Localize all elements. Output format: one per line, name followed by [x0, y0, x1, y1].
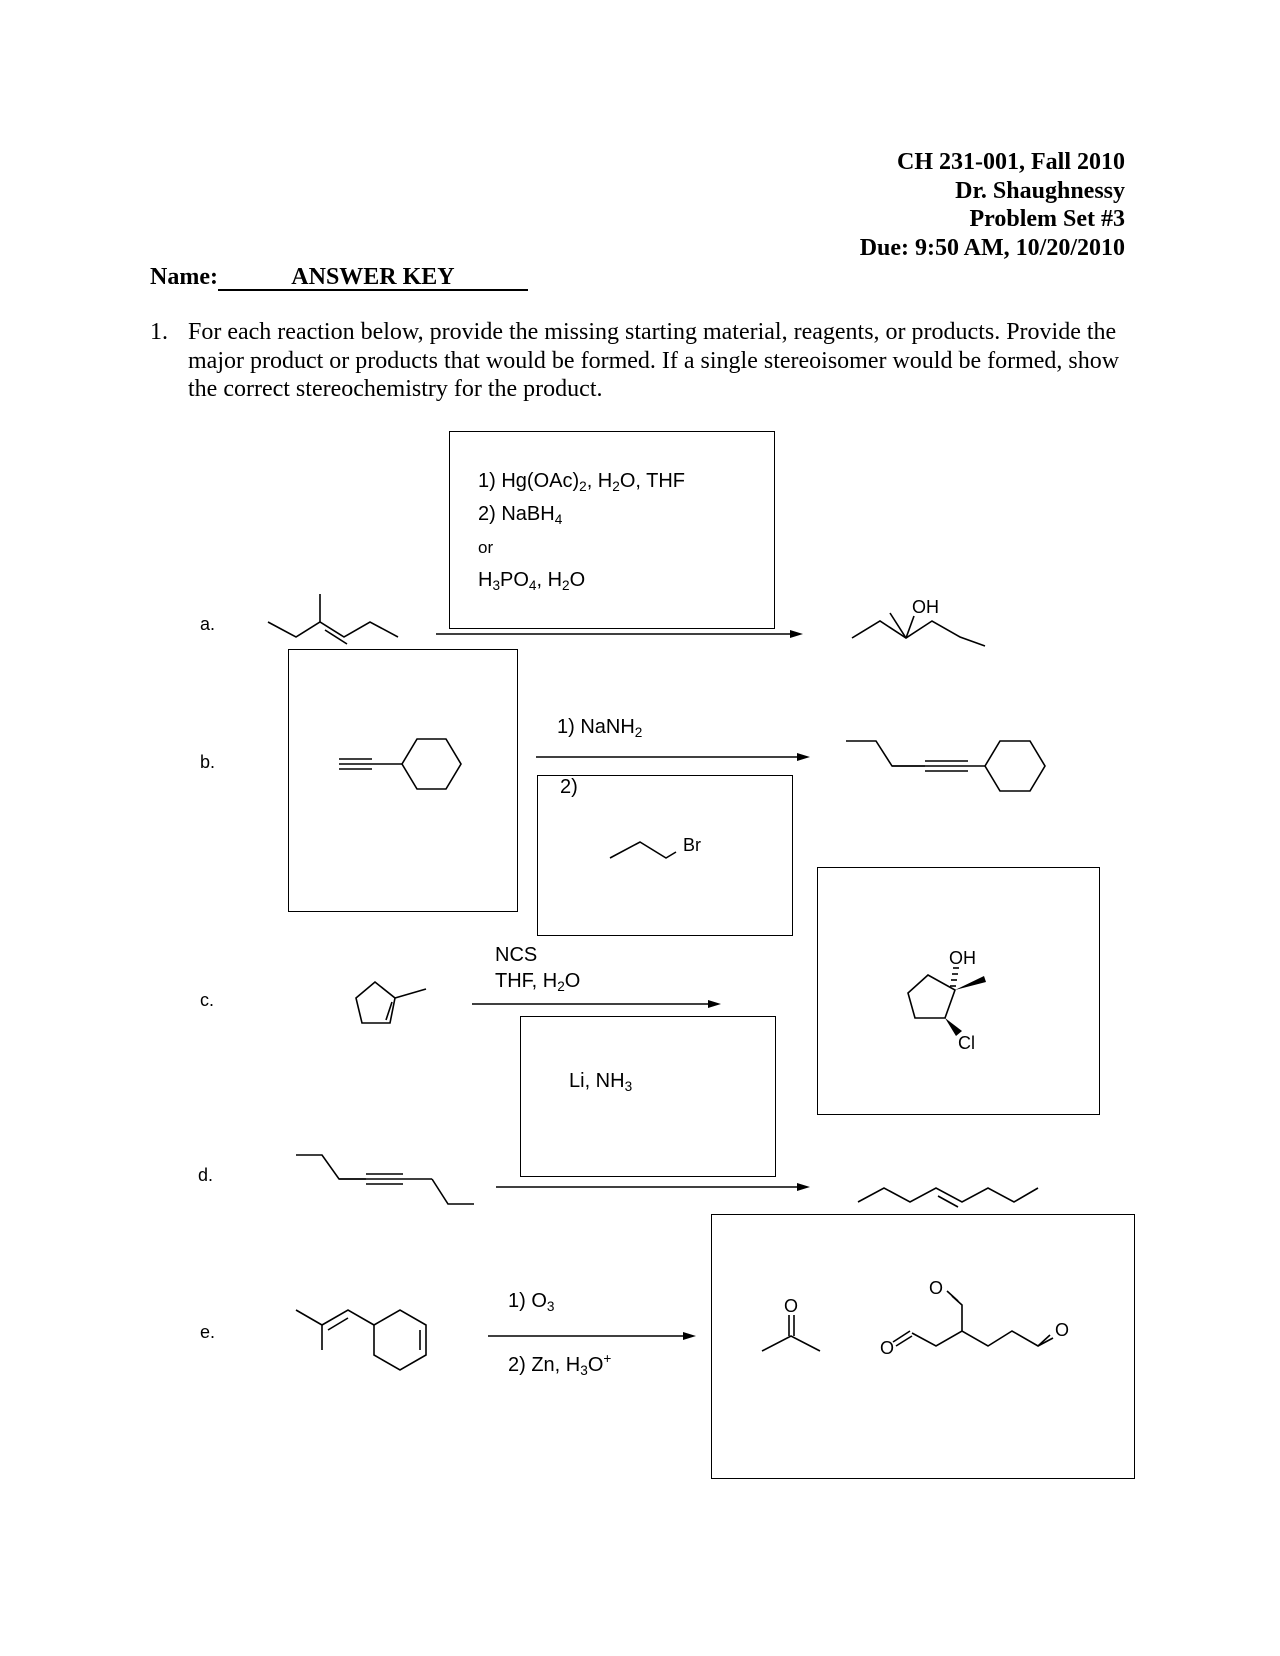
reaction-c-oh-label: OH: [949, 948, 976, 968]
name-label: Name:: [150, 264, 218, 290]
reaction-e-product-box: [711, 1214, 1135, 1479]
reaction-e-aldehyde-o-label-right: O: [1055, 1320, 1070, 1340]
question-text: For each reaction below, provide the missing starting material, reagents, or products. Provide the major product or products that would be formed. If a single stereoisomer would be formed, show the correct stereochemistry for the product.: [188, 319, 1120, 402]
reaction-c-reagent-solvent: THF, $H_2O$: [495, 970, 581, 994]
reaction-c-cl-label: Cl: [958, 1033, 975, 1053]
reaction-b-letter: b.: [200, 752, 216, 772]
reaction-b-reagent-step1: 1) NaNH$_2$: [557, 716, 643, 740]
reaction-b-product-alkyne: [846, 741, 1045, 791]
reaction-e-reagent-step1: 1) $O_3$: [508, 1290, 555, 1314]
reaction-e-starting-diene: [296, 1310, 426, 1370]
reaction-a-reagent-box: [449, 431, 775, 629]
reaction-c-product-box: [817, 867, 1100, 1115]
reaction-a-arrow: [436, 630, 803, 638]
question-number: 1.: [150, 319, 168, 345]
reaction-b-reagent-step2: 2): [560, 776, 578, 798]
assignment-title: Problem Set #3: [969, 206, 1125, 232]
reaction-c-arrow: [472, 1000, 721, 1008]
reaction-b-starting-box: [288, 649, 518, 912]
reaction-e-aldehyde-o-label-left: O: [880, 1338, 895, 1358]
reaction-a-reagent-alt: $H_3PO_4$, $H_2O$: [478, 569, 586, 593]
reaction-c-letter: c.: [200, 990, 215, 1010]
reaction-a-letter: a.: [200, 614, 216, 634]
reaction-e-acetone-o-label: O: [784, 1296, 799, 1316]
reaction-a-or: or: [478, 538, 494, 557]
reaction-b-reagent-box: [537, 775, 793, 936]
reaction-e-aldehyde-o-label-top: O: [929, 1278, 944, 1298]
reaction-a-reagent-step2: 2) NaBH$_4$: [478, 503, 563, 527]
reaction-a-reagent-step1: 1) $Hg(OAc)_2$, $H_2O$, THF: [478, 470, 685, 494]
reaction-c-reagent-ncs: NCS: [495, 944, 538, 966]
reaction-d-reagent-box: [520, 1016, 776, 1177]
instructor-name: Dr. Shaughnessy: [955, 177, 1125, 204]
reaction-d-starting-alkyne: [296, 1155, 474, 1204]
reaction-e-reagent-step2: 2) Zn, $H_3O^+$: [508, 1351, 612, 1378]
reaction-e-arrow: [488, 1332, 696, 1340]
reaction-a-oh-label: OH: [912, 597, 939, 617]
reaction-d-letter: d.: [198, 1165, 214, 1185]
due-date: Due: 9:50 AM, 10/20/2010: [859, 234, 1125, 261]
reaction-e-letter: e.: [200, 1322, 216, 1342]
reaction-b-arrow: [536, 753, 810, 761]
name-value: ANSWER KEY: [218, 265, 528, 291]
reaction-b-br-label: Br: [683, 835, 701, 855]
reaction-d-reagent: Li, $NH_3$: [569, 1070, 633, 1094]
reaction-c-starting-methylcyclopentene: [356, 982, 426, 1023]
course-title: CH 231-001, Fall 2010: [897, 149, 1125, 175]
reaction-d-product-trans-alkene: [858, 1188, 1038, 1207]
reaction-d-arrow: [496, 1183, 810, 1191]
reaction-a-starting-alkene: [268, 594, 398, 644]
